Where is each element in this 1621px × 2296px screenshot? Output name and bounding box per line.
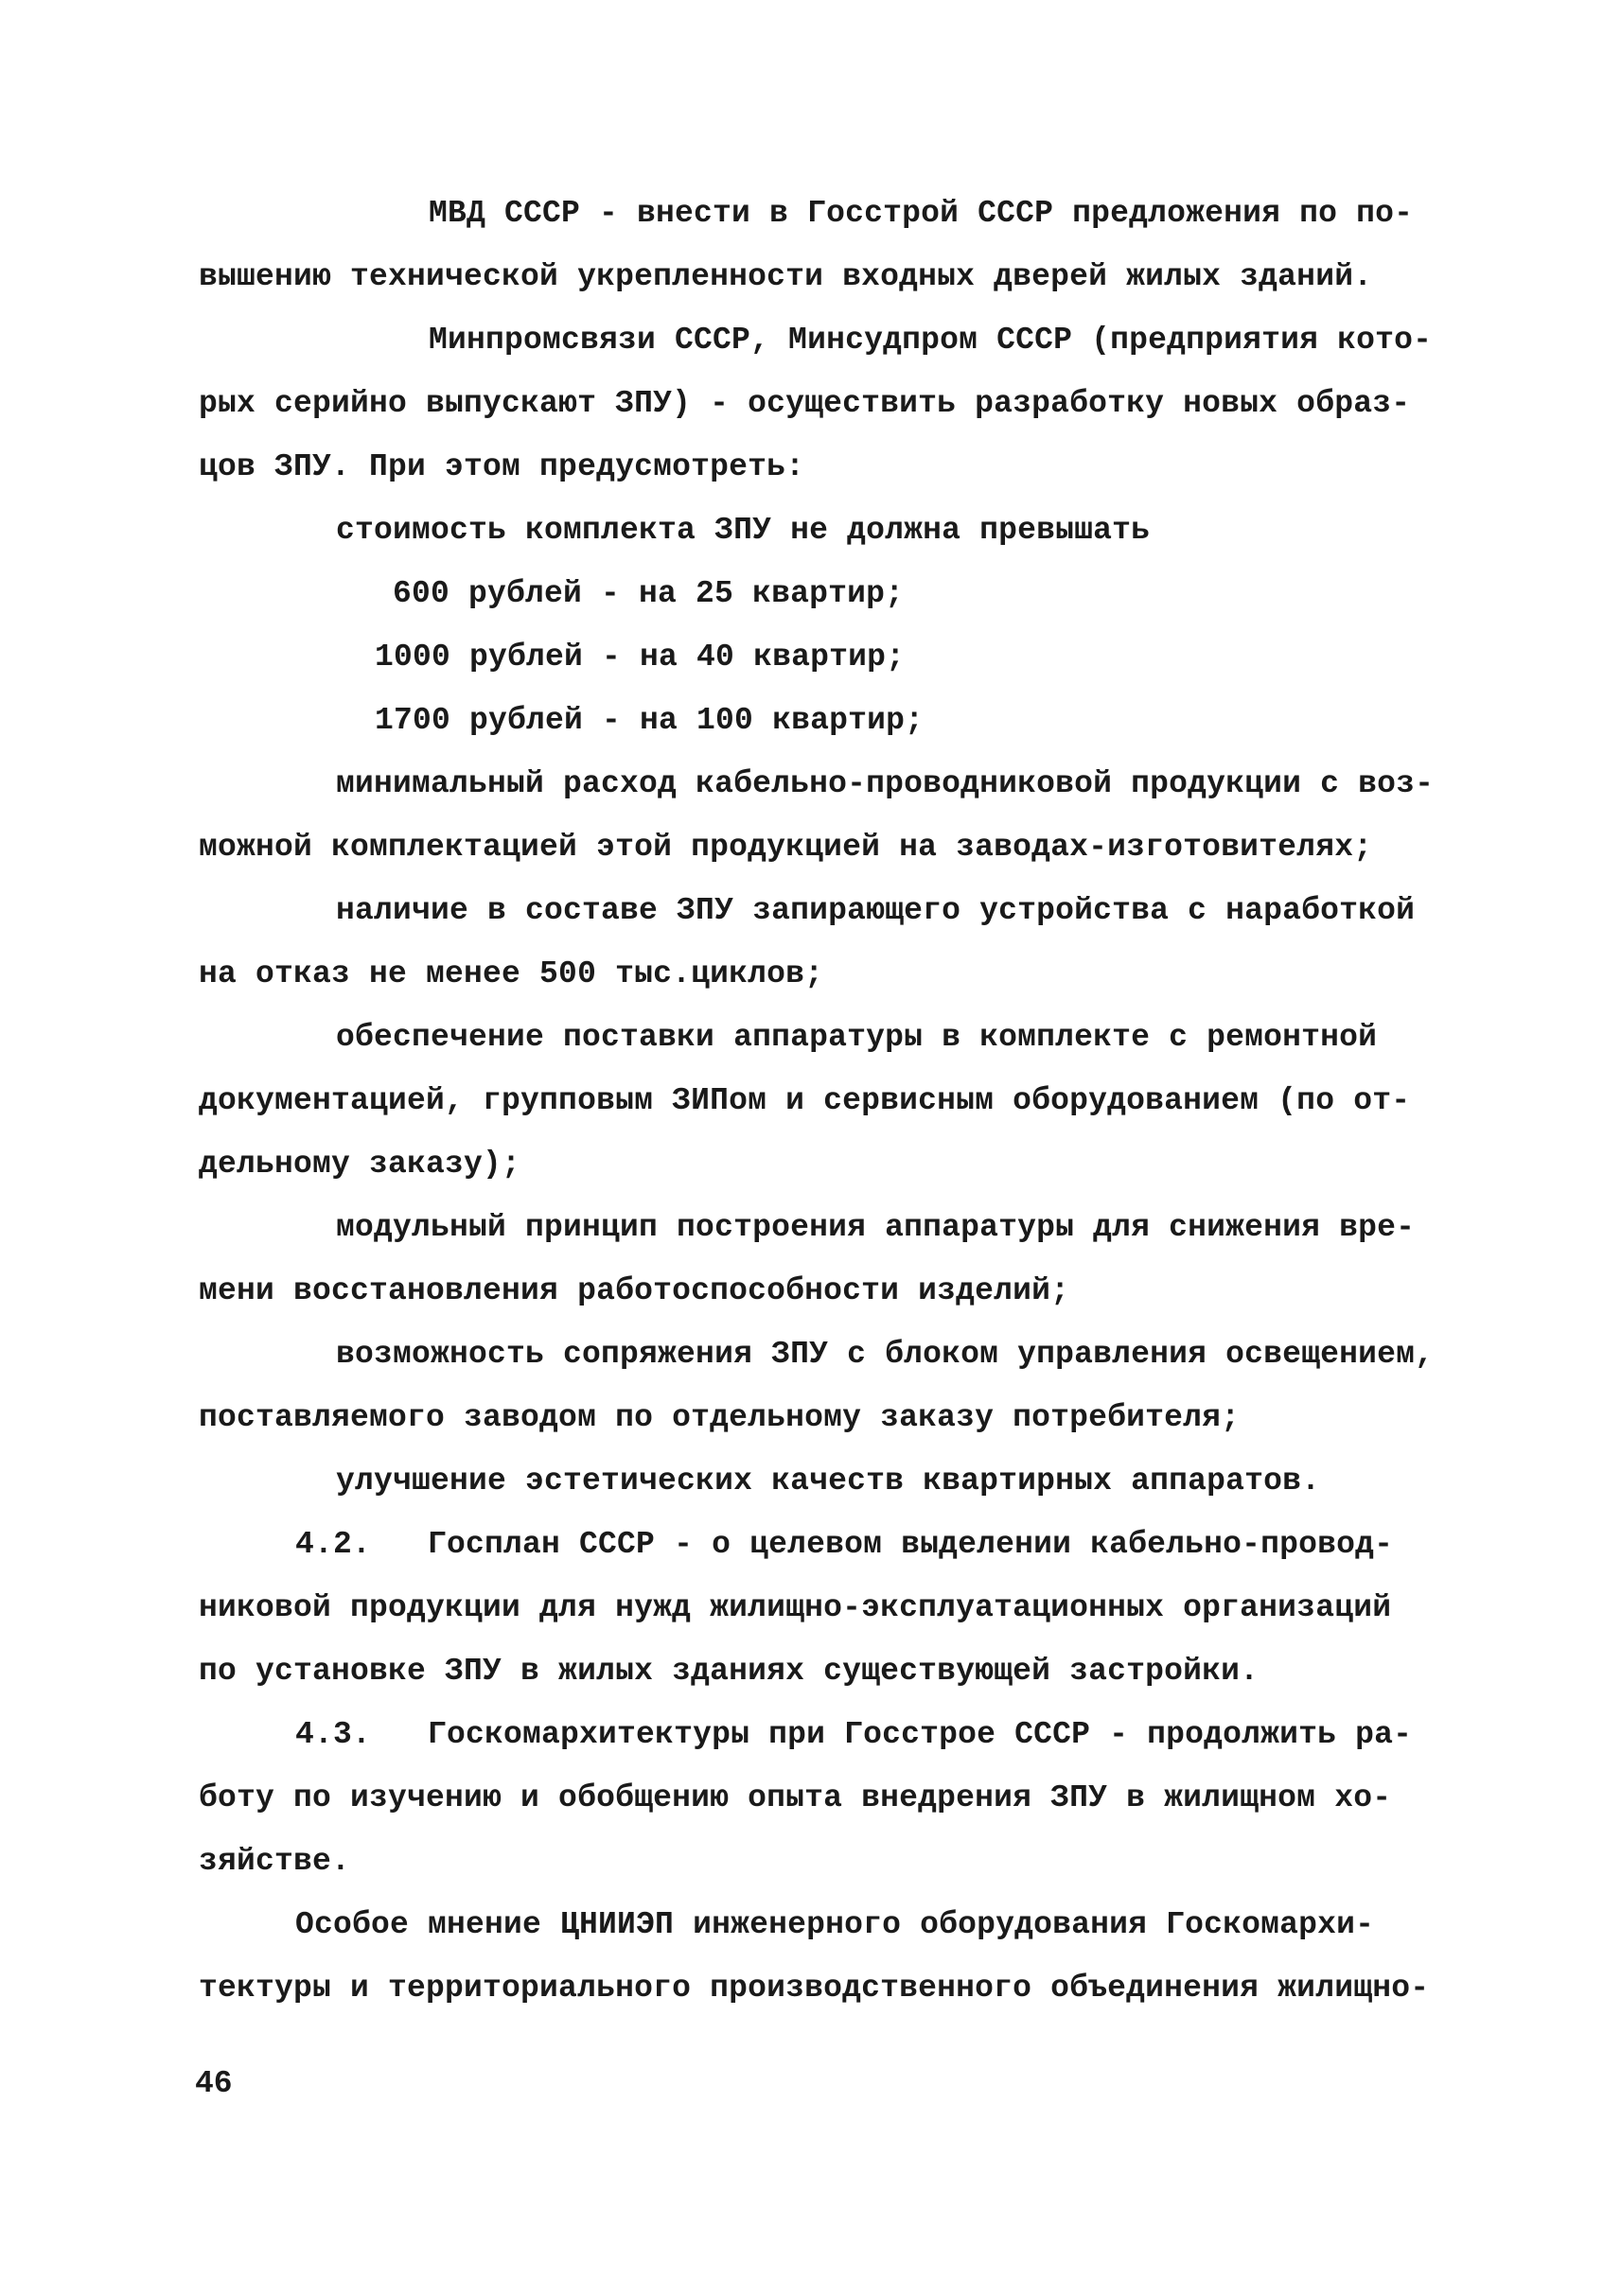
text-line: 4.2. Госплан СССР - о целевом выделении кабельно-провод- <box>295 1527 1394 1562</box>
text-line: можной комплектацией этой продукцией на заводах-изготовителях; <box>199 830 1373 865</box>
text-line: 1700 рублей - на 100 квартир; <box>375 703 925 738</box>
text-line: на отказ не менее 500 тыс.циклов; <box>199 956 824 991</box>
text-line: вышению технической укрепленности входных дверей жилых зданий. <box>199 259 1373 294</box>
text-line: 1000 рублей - на 40 квартир; <box>375 640 906 675</box>
text-line: МВД СССР - внести в Госстрой СССР предложения по по- <box>429 196 1414 231</box>
text-line: рых серийно выпускают ЗПУ) - осуществить разработку новых образ- <box>199 386 1411 421</box>
text-line: стоимость комплекта ЗПУ не должна превышать <box>336 513 1151 548</box>
text-line: цов ЗПУ. При этом предусмотреть: <box>199 449 805 484</box>
text-line: модульный принцип построения аппаратуры для снижения вре- <box>336 1210 1416 1245</box>
text-line: боту по изучению и обобщению опыта внедрения ЗПУ в жилищном хо- <box>199 1780 1392 1815</box>
text-line: поставляемого заводом по отдельному заказу потребителя; <box>199 1400 1241 1435</box>
text-line: минимальный расход кабельно-проводниковой продукции с воз- <box>336 766 1435 801</box>
text-line: дельному заказу); <box>199 1147 521 1182</box>
text-line: мени восстановления работоспособности изделий; <box>199 1273 1070 1308</box>
text-line: никовой продукции для нужд жилищно-эксплуатационных организаций <box>199 1590 1392 1625</box>
text-line: возможность сопряжения ЗПУ с блоком управления освещением, <box>336 1337 1435 1372</box>
text-line: 4.3. Госкомархитектуры при Госстрое СССР - продолжить ра- <box>295 1717 1413 1752</box>
text-line: зяйстве. <box>199 1844 351 1879</box>
text-line: по установке ЗПУ в жилых зданиях существующей застройки. <box>199 1654 1260 1689</box>
text-line: Минпромсвязи СССР, Минсудпром СССР (предприятия кото- <box>429 323 1433 358</box>
text-line: обеспечение поставки аппаратуры в комплекте с ремонтной <box>336 1020 1378 1055</box>
text-line: Особое мнение ЦНИИЭП инженерного оборудования Госкомархи- <box>295 1907 1375 1942</box>
text-line: документацией, групповым ЗИПом и сервисным оборудованием (по от- <box>199 1083 1411 1118</box>
text-line: улучшение эстетических качеств квартирных аппаратов. <box>336 1463 1321 1499</box>
text-line: тектуры и территориального производственного объединения жилищно- <box>199 1971 1430 2006</box>
page-number: 46 <box>195 2066 233 2101</box>
text-line: наличие в составе ЗПУ запирающего устройства с наработкой <box>336 893 1416 928</box>
text-line: 600 рублей - на 25 квартир; <box>393 576 905 611</box>
